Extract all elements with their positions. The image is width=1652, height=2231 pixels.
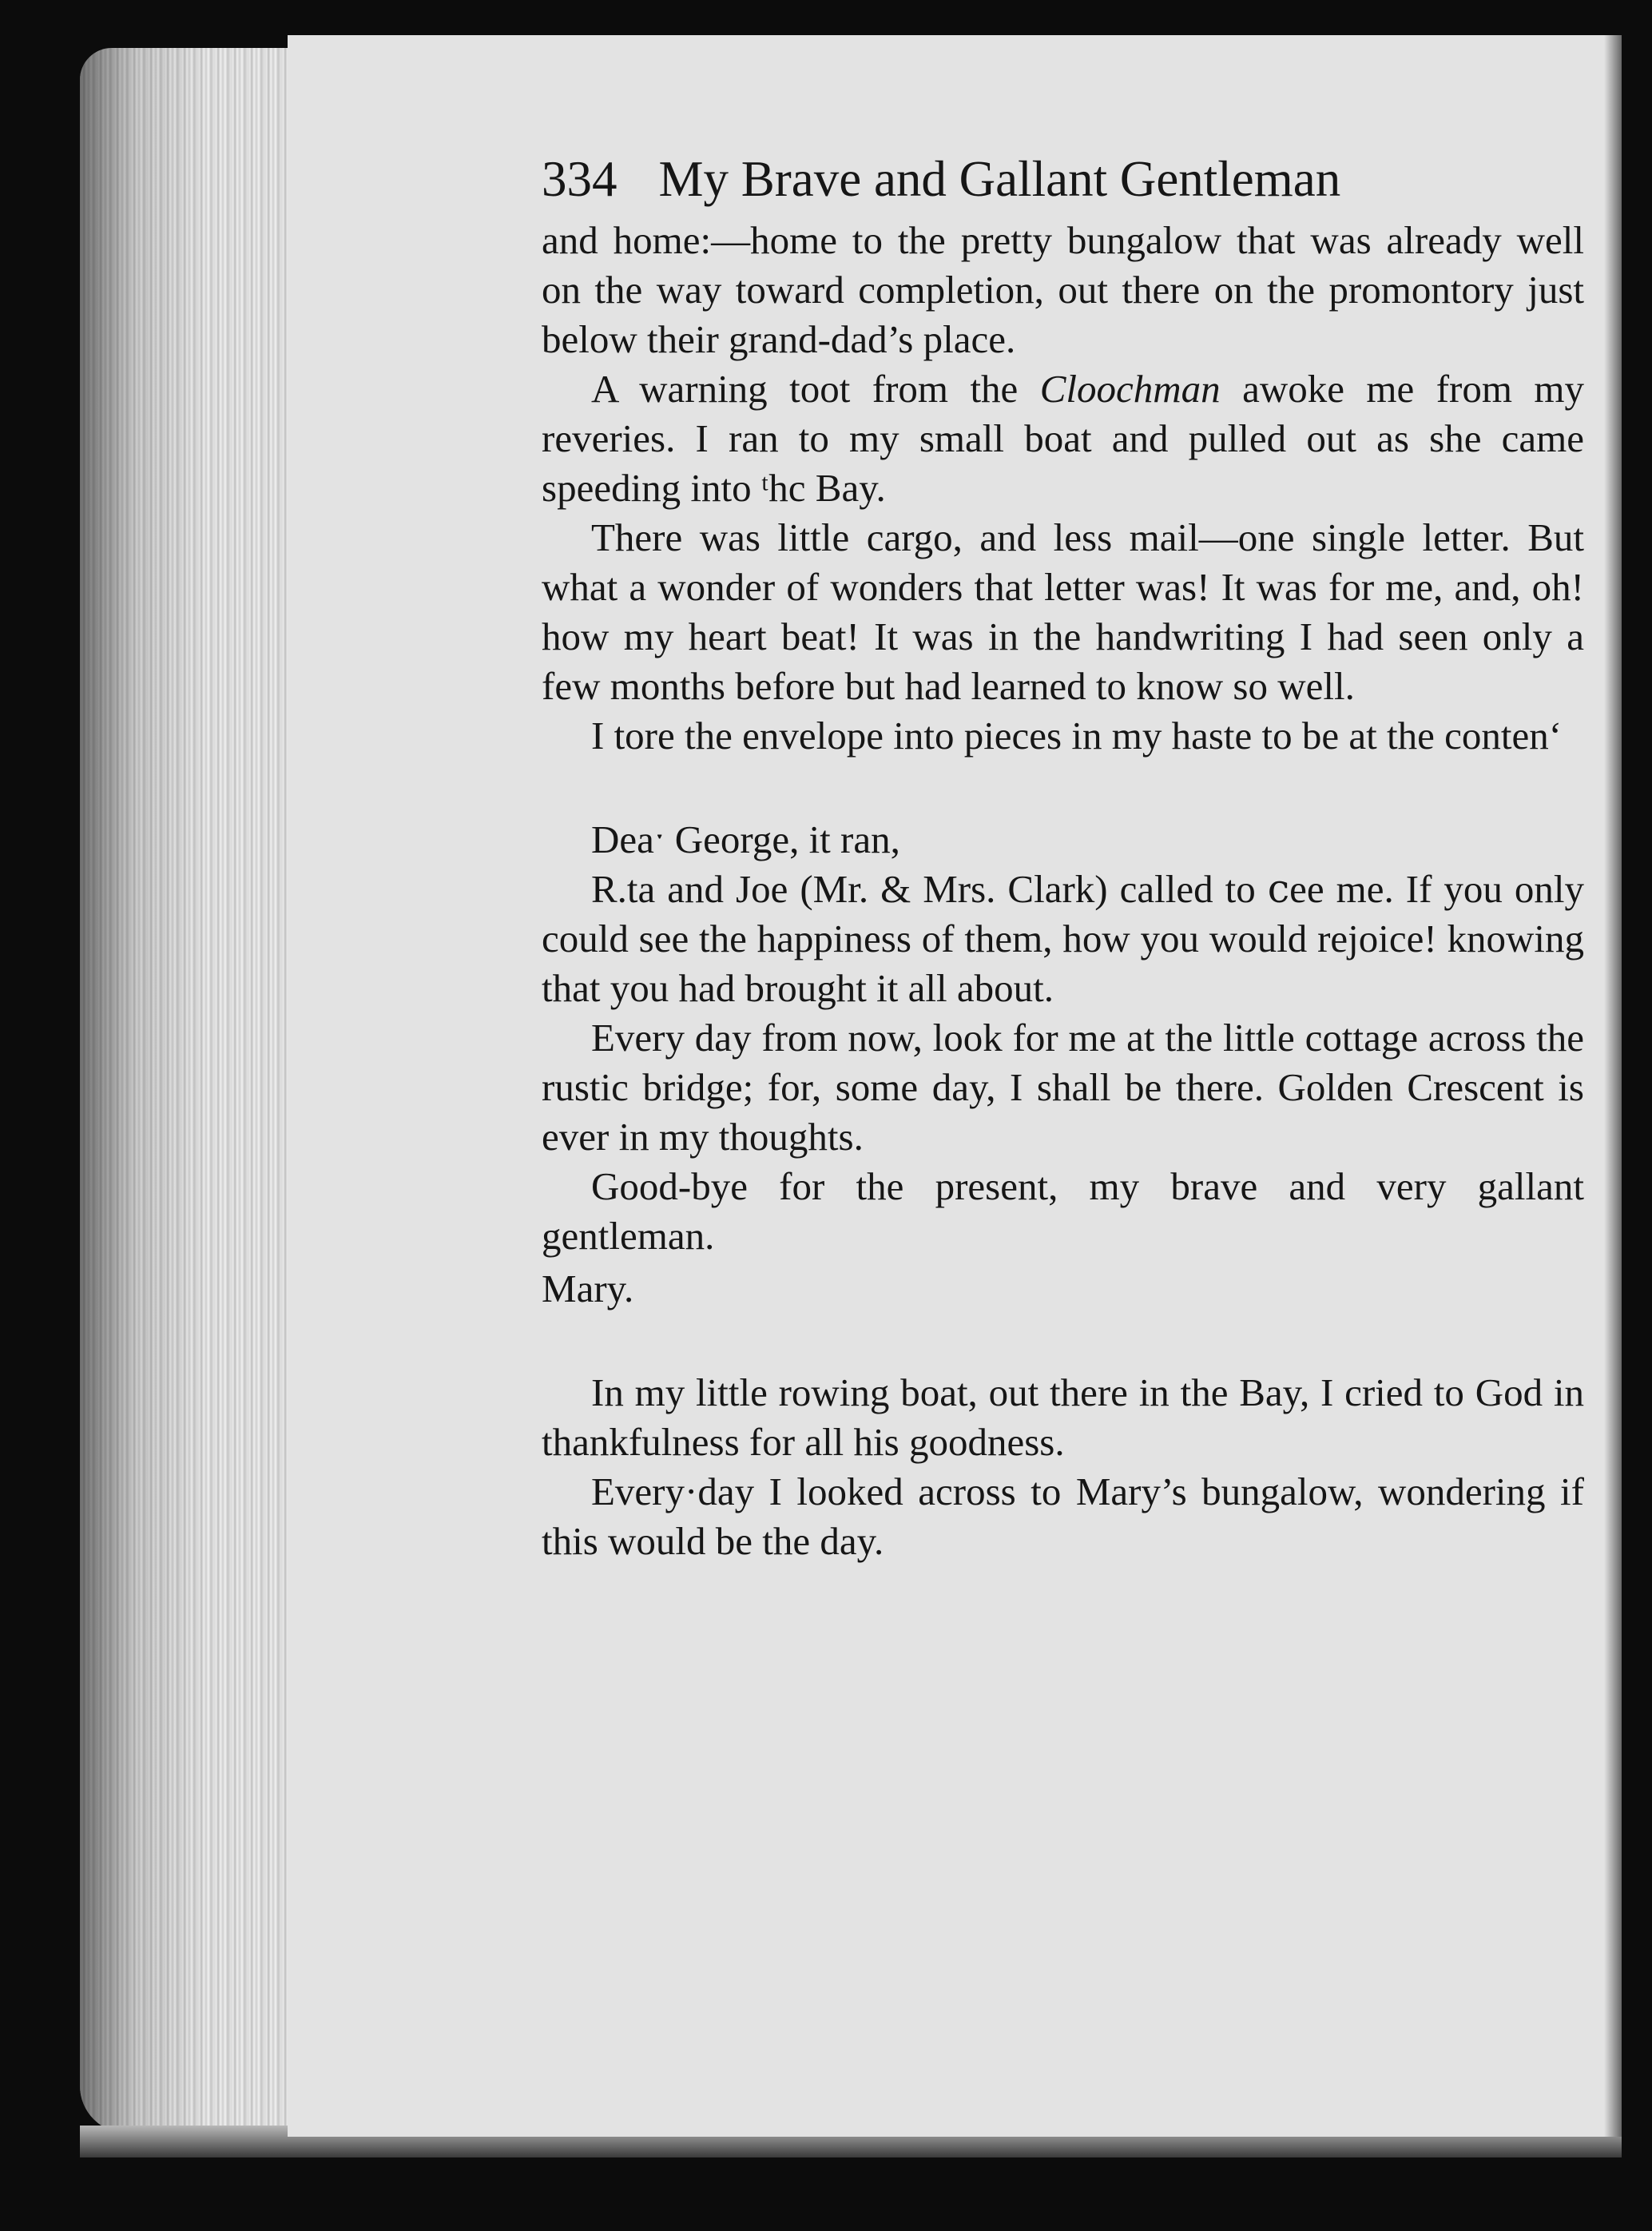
page-number: 334 bbox=[542, 151, 618, 207]
paragraph-3: There was little cargo, and less mail—one single letter. But what a wonder of wonders that letter was! It was for me, and, oh! how my heart beat! It was in the handwriting I had seen only a few months before but had learned to know so well. bbox=[542, 515, 1584, 708]
spacer bbox=[542, 761, 1584, 815]
boat-name: Cloochman bbox=[1039, 367, 1221, 411]
paragraph-4: I tore the envelope into pieces in my haste to be at the conten‘ bbox=[591, 714, 1563, 758]
running-header bbox=[542, 147, 1584, 211]
page bbox=[288, 35, 1622, 2137]
paragraph-6: Every·day I looked across to Mary’s bungalow, wondering if this would be the day. bbox=[542, 1469, 1584, 1563]
page-stack-edge bbox=[80, 48, 296, 2134]
paragraph-1: and home:—home to the pretty bungalow that was already well on the way toward completion, out there on the promontory just below their grand-dad’s place. bbox=[542, 218, 1584, 361]
running-title: My Brave and Gallant Gentleman bbox=[658, 151, 1341, 207]
letter-paragraph-2: Every day from now, look for me at the little cottage across the rustic bridge; for, some day, I shall be there. Golden Crescent is ever in my thoughts. bbox=[542, 1016, 1584, 1159]
page-gutter-shadow bbox=[1604, 35, 1622, 2137]
paragraph-2 bbox=[542, 364, 1584, 513]
letter-salutation: Deaˑ George, it ran, bbox=[591, 817, 900, 861]
paragraph-5: In my little rowing boat, out there in the Bay, I cried to God in thankfulness for all his goodness. bbox=[542, 1370, 1584, 1464]
paragraph-2-start: A warning toot from the bbox=[591, 367, 1040, 411]
text-block bbox=[542, 147, 1584, 1566]
spacer bbox=[542, 1314, 1584, 1368]
letter-signature: Mary. bbox=[542, 1267, 634, 1310]
letter-paragraph-1: R.ta and Joe (Mr. & Mrs. Clark) called to ⅽee me. If you only could see the happiness of them, how you would rejoice! knowing that you had brought it all about. bbox=[542, 867, 1584, 1010]
paragraph-2-end: awoke me from my reveries. I ran to my small boat and pulled out as she came speeding into ᵗhc Bay. bbox=[542, 367, 1584, 510]
letter-paragraph-3: Good-bye for the present, my brave and very gallant gentleman. bbox=[542, 1164, 1584, 1258]
